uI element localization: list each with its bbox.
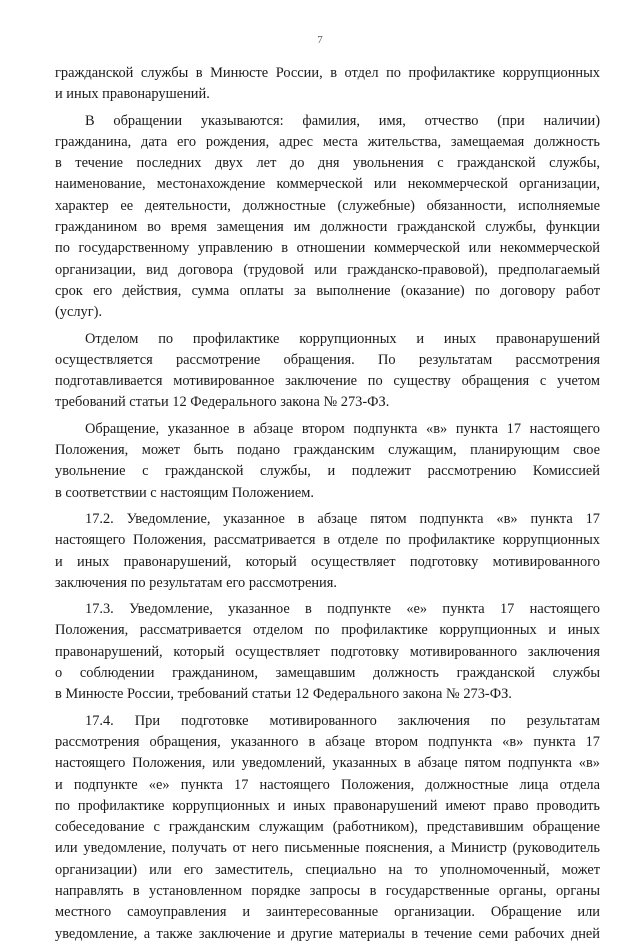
text-line: 17.2. Уведомление, указанное в абзаце пятом подпункта «в» пункта 17	[85, 510, 600, 527]
text-line: подготавливается мотивированное заключение по существу обращения с учетом	[55, 373, 600, 390]
text-line: о соблюдении гражданином, замещавшим должность гражданской службы	[55, 665, 600, 682]
text-line: увольнение с гражданской службы, и подлежит рассмотрению Комиссией	[55, 463, 600, 480]
paragraph	[55, 419, 600, 504]
text-line: организации) или его заместитель, специально на то уполномоченный, может	[55, 861, 600, 878]
text-line: направлять в установленном порядке запросы в государственные органы, органы	[55, 882, 600, 899]
text-line: настоящего Положения, или уведомлений, указанных в абзаце пятом подпункта «в»	[55, 755, 600, 772]
paragraph	[55, 111, 600, 324]
paragraph	[55, 329, 600, 414]
text-line: характер ее деятельности, должностные (служебные) обязанности, исполняемые	[55, 197, 600, 214]
text-line: в течение последних двух лет до дня увольнения с гражданской службы,	[55, 155, 600, 172]
text-line: наименование, местонахождение коммерческой или некоммерческой организации,	[55, 176, 600, 193]
text-line: требований статьи 12 Федерального закона № 273-ФЗ.	[55, 394, 390, 411]
paragraph	[55, 509, 600, 594]
text-line: срок его действия, сумма оплаты за выполнение (оказание) по договору работ	[55, 282, 600, 299]
text-line: гражданином во время замещения им должности гражданской службы, функции	[55, 219, 600, 236]
document-body	[55, 63, 600, 945]
text-line: заключения по результатам его рассмотрения.	[55, 574, 337, 591]
text-line: Отделом по профилактике коррупционных и иных правонарушений	[85, 330, 600, 347]
text-line: гражданской службы в Минюсте России, в отдел по профилактике коррупционных	[55, 65, 600, 81]
text-line: Положения, рассматривается отделом по профилактике коррупционных и иных	[55, 622, 600, 639]
text-line: Обращение, указанное в абзаце втором подпункта «в» пункта 17 настоящего	[85, 420, 600, 437]
text-line: местного самоуправления и заинтересованные организации. Обращение или	[55, 904, 600, 921]
text-line: Положения, может быть подано гражданским служащим, планирующим свое	[55, 442, 600, 459]
text-line: в соответствии с настоящим Положением.	[55, 484, 314, 501]
text-line: 17.3. Уведомление, указанное в подпункте «е» пункта 17 настоящего	[85, 601, 600, 618]
text-line: В обращении указываются: фамилия, имя, отчество (при наличии)	[85, 112, 600, 129]
text-line: (услуг).	[55, 304, 103, 321]
text-line: и иных правонарушений.	[55, 86, 210, 103]
text-line: по профилактике коррупционных и иных правонарушений имеют право проводить	[55, 797, 600, 814]
text-line: настоящего Положения, рассматривается в отделе по профилактике коррупционных	[55, 532, 600, 549]
text-line: 17.4. При подготовке мотивированного заключения по результатам	[85, 712, 600, 729]
text-line: и подпункте «е» пункта 17 настоящего Положения, должностные лица отдела	[55, 776, 600, 793]
text-line: организации, вид договора (трудовой или гражданско-правовой), предполагаемый	[55, 261, 600, 278]
paragraph	[55, 599, 600, 705]
text-line: осуществляется рассмотрение обращения. По результатам рассмотрения	[55, 351, 600, 368]
text-line: рассмотрения обращения, указанного в абзаце втором подпункта «в» пункта 17	[55, 733, 600, 750]
text-line: уведомление, а также заключение и другие материалы в течение семи рабочих дней	[55, 925, 600, 942]
text-line: и иных правонарушений, который осуществляет подготовку мотивированного	[55, 553, 600, 570]
text-line: правонарушений, который осуществляет подготовку мотивированного заключения	[55, 643, 600, 660]
paragraph	[55, 711, 600, 945]
paragraph	[55, 63, 600, 106]
text-line: в Минюсте России, требований статьи 12 Федерального закона № 273-ФЗ.	[55, 686, 512, 703]
page-number: 7	[317, 34, 323, 46]
text-line: гражданина, дата его рождения, адрес места жительства, замещаемая должность	[55, 133, 600, 150]
text-line: или уведомление, получать от него письменные пояснения, а Министр (руководитель	[55, 840, 600, 857]
text-line: по государственному управлению в отношении коммерческой или некоммерческой	[55, 240, 600, 257]
text-line: собеседование с гражданским служащим (работником), представившим обращение	[55, 819, 600, 836]
